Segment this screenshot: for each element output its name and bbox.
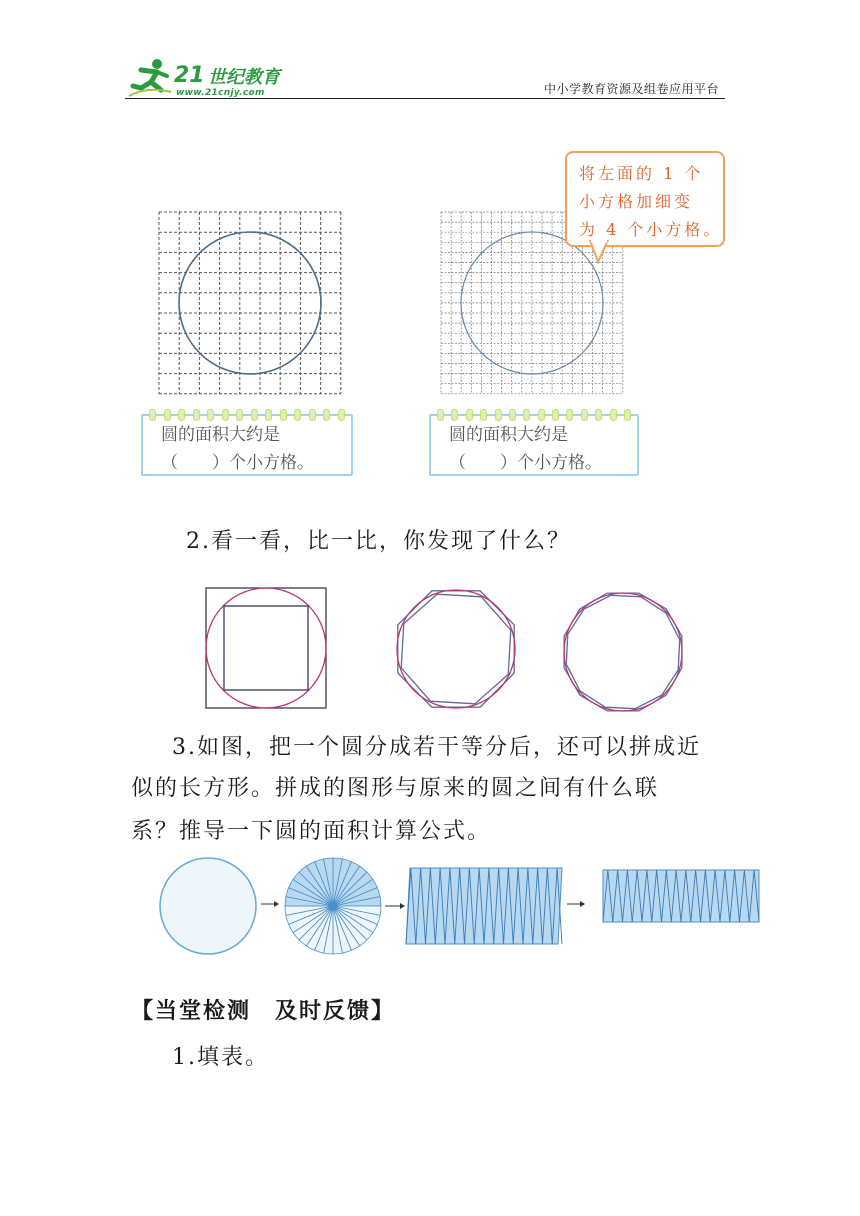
- exercise-1: 1.填表。: [172, 1045, 269, 1070]
- right-caption-line-1: 圆的面积大约是: [449, 425, 568, 445]
- octagon-figure: [393, 586, 519, 712]
- bubble-tail: [588, 240, 612, 264]
- question-3-line-2: 似的长方形。拼成的图形与原来的圆之间有什么联: [131, 776, 660, 801]
- square-in-circle-figure: [204, 586, 328, 710]
- question-2: 2.看一看，比一比，你发现了什么？: [186, 529, 571, 554]
- hint-bubble: [565, 151, 725, 247]
- brand-url: www.21cnjy.com: [176, 88, 265, 98]
- section-heading: 【当堂检测 及时反馈】: [131, 998, 396, 1024]
- right-caption-line-2: （ ）个小方格。: [449, 453, 602, 473]
- left-caption: [141, 414, 353, 476]
- right-caption: [429, 414, 639, 476]
- arrow-right-icon: [261, 901, 279, 907]
- coarse-grid-circle: [157, 210, 343, 396]
- arrow-right-icon: [385, 903, 405, 909]
- left-caption-line-1: 圆的面积大约是: [161, 425, 280, 445]
- question-3-line-1: 3.如图，把一个圆分成若干等分后，还可以拼成近: [172, 735, 701, 760]
- brand-number: 21: [174, 63, 205, 88]
- bubble-line-3: 为 4 个小方格。: [579, 220, 723, 239]
- header: [0, 0, 860, 100]
- runner-logo-icon: [127, 56, 173, 98]
- dodecagon-figure: [560, 589, 686, 715]
- header-divider: [125, 98, 725, 99]
- question-3-line-3: 系？推导一下圆的面积计算公式。: [131, 819, 492, 844]
- circle-to-rectangle-figure: [155, 852, 765, 964]
- site-description: 中小学教育资源及组卷应用平台: [544, 82, 720, 96]
- bubble-line-1: 将左面的 1 个: [579, 164, 704, 183]
- brand-name: 世纪教育: [208, 67, 280, 88]
- bubble-line-2: 小方格加细变: [579, 192, 694, 211]
- left-caption-line-2: （ ）个小方格。: [161, 453, 314, 473]
- arrow-right-icon: [567, 901, 585, 907]
